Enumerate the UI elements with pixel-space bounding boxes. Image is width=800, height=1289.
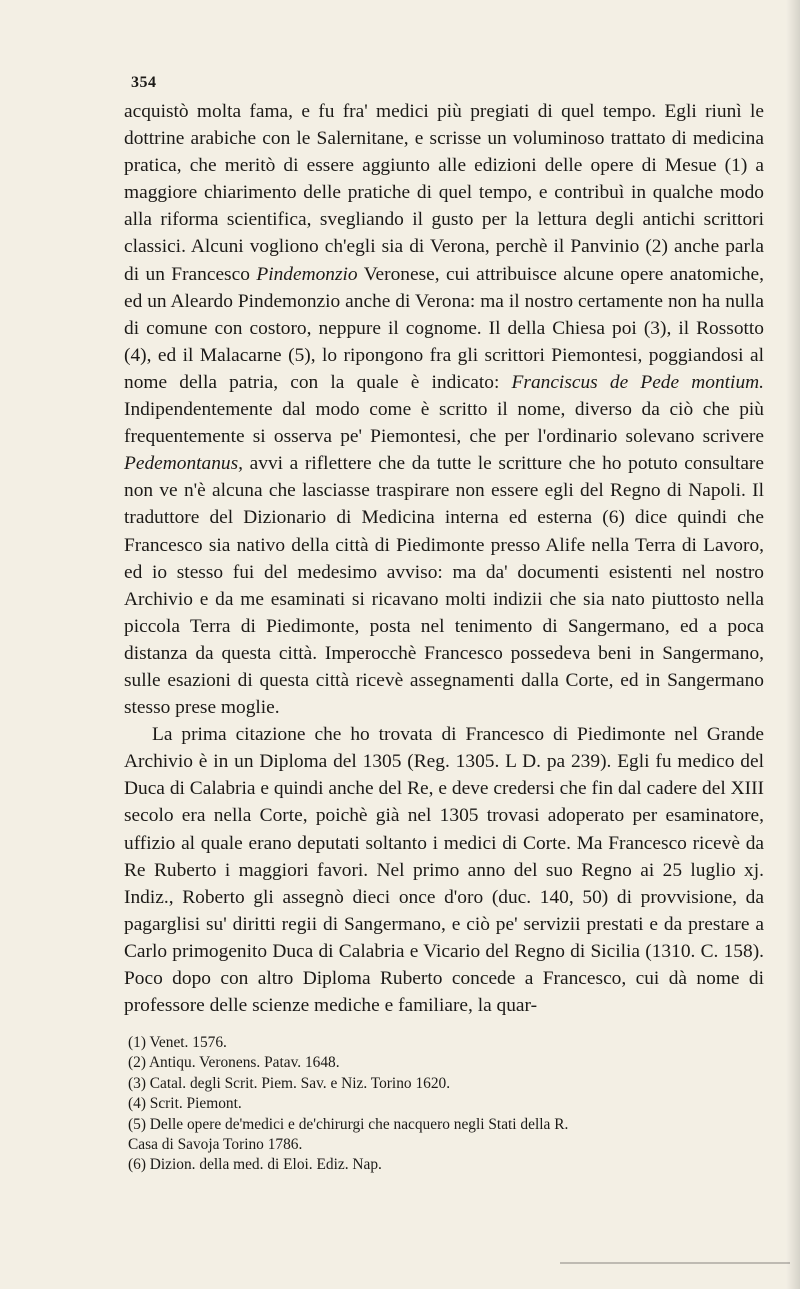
footnotes xyxy=(128,1033,768,1176)
footnote-2: (2) Antiqu. Veronens. Patav. 1648. xyxy=(128,1054,340,1072)
main-text xyxy=(124,98,764,1019)
page-number: 354 xyxy=(131,74,157,91)
bottom-smudge xyxy=(560,1262,790,1264)
footnote-4: (4) Scrit. Piemont. xyxy=(128,1095,242,1113)
paragraph-1-text-c: Indipendentemente dal modo come è scritto il nome, diverso da ciò che più frequentemente si osserva pe' Piemontesi, che per l'ordinario solevano scrivere xyxy=(124,399,764,448)
footnote-5: (5) Delle opere de'medici e de'chirurgi che nacquero negli Stati della R. xyxy=(128,1115,569,1133)
paragraph-2: La prima citazione che ho trovata di Francesco di Piedimonte nel Grande Archivio è in un Diploma del 1305 (Reg. 1305. L D. pa 239). Egli fu medico del Duca di Calabria e quindi anche del Re, e deve credersi che fin dal cadere del XIII secolo era nella Corte, poichè già nel 1305 trovasi adoperato per esaminatore, uffizio al quale erano deputati soltanto i medici di Corte. Ma Francesco ricevè da Re Ruberto i maggiori favori. Nel primo anno del suo Regno ai 25 luglio xj. Indiz., Roberto gli assegnò dieci once d'oro (duc. 140, 50) di provvisione, da pagarglisi su' diritti regii di Sangermano, e ciò pe' servizii prestati e da prestare a Carlo primogenito Duca di Calabria e Vicario del Regno di Sicilia (1310. C. 158). Poco dopo con altro Diploma Ruberto concede a Francesco, cui dà nome di professore delle scienze mediche e familiare, la quar- xyxy=(124,724,764,1017)
footnote-5-continued: Casa di Savoja Torino 1786. xyxy=(128,1136,303,1154)
italic-pedemontanus: Pedemontanus, xyxy=(124,453,244,475)
paragraph-1 xyxy=(124,98,764,721)
footnote-3: (3) Catal. degli Scrit. Piem. Sav. e Niz. Torino 1620. xyxy=(128,1074,451,1092)
paragraph-1-text-a: acquistò molta fama, e fu fra' medici più pregiati di quel tempo. Egli riunì le dottrine arabiche con le Salernitane, e scrisse un voluminoso trattato di medicina pratica, che meritò di essere aggiunto alle edizioni delle opere di Mesue (1) a maggiore chiarimento delle pratiche di quel tempo, e contribuì in qualche modo alla riforma scientifica, svegliando il gusto per la lettura degli antichi scrittori classici. Alcuni vogliono ch'egli sia di Verona, perchè il Panvinio (2) anche parla di un Francesco xyxy=(124,101,764,285)
italic-name-pindemonzio: Pindemonzio xyxy=(256,263,358,285)
paragraph-1-text-b: Veronese, cui attribuisce alcune opere anatomiche, ed un Aleardo Pindemonzio anche di Verona: ma il nostro certamente non ha nulla di comune con costoro, neppure il cognome. Il della Chiesa poi (3), il Rossotto (4), ed il Malacarne (5), lo ripongono fra gli scrittori Piemontesi, poggiandosi al nome della patria, con la quale è indicato: xyxy=(124,263,765,393)
page-edge-shadow xyxy=(786,0,800,1289)
footnote-1: (1) Venet. 1576. xyxy=(128,1034,227,1051)
italic-latin-name: Franciscus de Pede montium. xyxy=(511,371,764,393)
footnote-6: (6) Dizion. della med. di Eloi. Ediz. Nap. xyxy=(128,1156,382,1174)
paragraph-1-text-d: avvi a riflettere che da tutte le scritture che ho potuto consultare non ve n'è alcuna che lasciasse traspirare non essere egli del Regno di Napoli. Il traduttore del Dizionario di Medicina interna ed esterna (6) dice quindi che Francesco sia nativo della città di Piedimonte presso Alife nella Terra di Lavoro, ed io stesso fui del medesimo avviso: ma da' documenti esistenti nel nostro Archivio e da me esaminati si ricavano molti indizii che sia nato piuttosto nella piccola Terra di Piedimonte, posta nel tenimento di Sangermano, ed a poca distanza da questa città. Imperocchè Francesco possedeva beni in Sangermano, sulle esazioni di questa città ricevè assegnamenti dalla Corte, ed in Sangermano stesso prese moglie. xyxy=(124,453,764,719)
